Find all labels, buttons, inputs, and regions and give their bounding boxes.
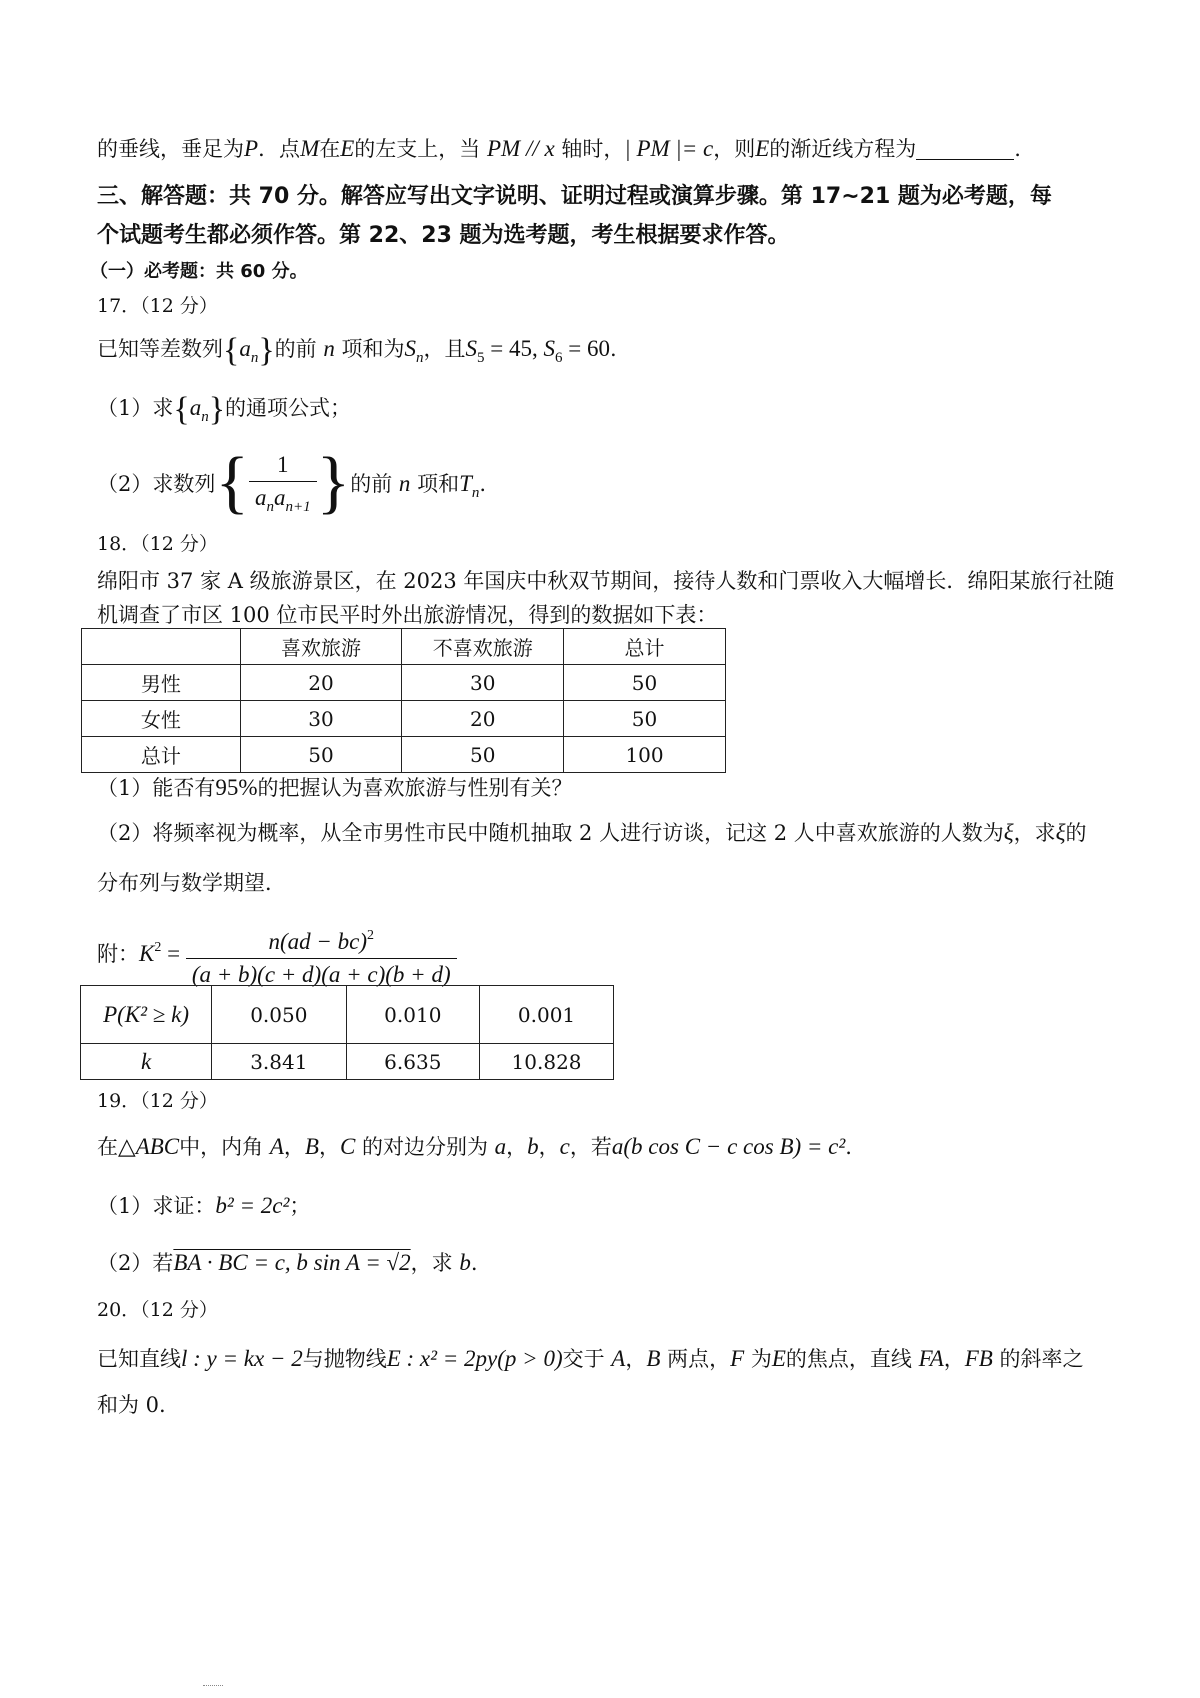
section-heading-line2: 个试题考生都必须作答。第 22、23 题为选考题，考生根据要求作答。 <box>97 223 790 248</box>
table-cell: 50 <box>564 701 726 737</box>
var-P: P <box>244 136 259 161</box>
var-c: c <box>559 1134 570 1159</box>
table-cell: 3.841 <box>212 1044 346 1080</box>
formula-fraction <box>186 922 457 989</box>
q17-part1 <box>97 392 351 433</box>
chi-square-formula <box>97 918 457 987</box>
seq-an: $\{a_n\}$ <box>223 332 275 369</box>
q19-part1 <box>97 1190 310 1222</box>
text: 的把握认为喜欢旅游与性别有关？ <box>257 776 573 800</box>
text: 的对边分别为 <box>361 1135 488 1159</box>
q19-header: 19．（12 分） <box>97 1090 218 1112</box>
q19-part2 <box>97 1247 478 1279</box>
table-head-cell: P(K² ≥ k) <box>81 986 212 1044</box>
q20-header: 20．（12 分） <box>97 1299 218 1321</box>
section-heading-line1: 三、解答题：共 70 分。解答应写出文字说明、证明过程或演算步骤。第 17~21 题为必考题，每 <box>97 184 1052 209</box>
text: ，若 <box>569 1135 612 1159</box>
q20-stem-line1: 已知直线l : y = kx − 2与抛物线E : x² = 2py(p > 0)交于 A，B 两点，F 为E的焦点，直线 FA，FB 的斜率之 <box>97 1346 1084 1371</box>
text: ，求 <box>410 1251 453 1275</box>
text: 已知直线 <box>97 1347 181 1371</box>
q19-part1-formula: b² = 2c² <box>215 1193 290 1218</box>
text: 与抛物线 <box>302 1347 387 1371</box>
text: 的渐近线方程为 <box>769 137 917 161</box>
percent-value: 95% <box>215 775 258 800</box>
critical-value-table <box>80 985 614 1080</box>
q18-part1 <box>97 772 573 804</box>
part-heading: （一）必考题：共 60 分。 <box>90 261 308 282</box>
table-row <box>81 986 614 1044</box>
table-cell: 30 <box>402 665 564 701</box>
table-cell: 20 <box>240 665 402 701</box>
q17-condition: $S_5 = 45$, $S_6 = 60$ <box>465 336 610 366</box>
q17-part2 <box>97 444 487 521</box>
text: . <box>610 337 617 361</box>
var-b: b <box>459 1250 471 1275</box>
var-C: C <box>339 1134 356 1159</box>
text: 的前 <box>274 337 317 361</box>
table-cell: 男性 <box>82 665 241 701</box>
var-F: F <box>730 1346 745 1371</box>
var-xi: ξ <box>1055 820 1066 845</box>
line-equation: l : y = kx − 2 <box>181 1346 303 1371</box>
seq-reciprocal: { $\frac{1}{a_na_{n+1}}$ } <box>215 444 351 521</box>
table-cell: 50 <box>240 737 402 773</box>
var-A: A <box>611 1346 626 1371</box>
table-cell: 总计 <box>82 737 241 773</box>
text: 的前 <box>350 472 393 496</box>
var-FA: FA <box>918 1346 944 1371</box>
table-header-cell <box>82 629 241 665</box>
previous-question-tail <box>97 133 1021 165</box>
table-cell: 20 <box>402 701 564 737</box>
text: 交于 <box>562 1347 605 1371</box>
table-cell: 50 <box>564 665 726 701</box>
text: n(ad − bc) <box>268 929 367 954</box>
table-cell: 10.828 <box>480 1044 614 1080</box>
var-A: A <box>269 1134 284 1159</box>
table-cell: 30 <box>240 701 402 737</box>
q18-part2-line1 <box>97 817 1087 849</box>
table-cell: 0.010 <box>346 986 479 1044</box>
text: ．点 <box>258 137 301 161</box>
q18-stem-line2: 机调查了市区 100 位市民平时外出旅游情况，得到的数据如下表： <box>97 603 718 627</box>
text: （2）若 <box>97 1251 174 1275</box>
q20-stem-line2: 和为 0. <box>97 1393 166 1417</box>
text: 的通项公式； <box>225 396 352 420</box>
table-header-cell: 不喜欢旅游 <box>402 629 564 665</box>
text: 两点， <box>667 1347 731 1371</box>
parabola-equation: E : x² = 2py(p > 0) <box>386 1346 563 1371</box>
table-header-cell: 总计 <box>564 629 726 665</box>
table-row <box>82 737 726 773</box>
text: （2）将频率视为概率，从全市男性市民中随机抽取 2 人进行访谈，记这 2 人中喜欢旅游的人数为 <box>97 821 1004 845</box>
text: （1）求证： <box>97 1194 216 1218</box>
table-head-cell: k <box>81 1044 212 1080</box>
text: 的 <box>1065 821 1087 845</box>
q18-header: 18．（12 分） <box>97 533 218 555</box>
q17-stem <box>97 333 617 374</box>
table-cell: 6.635 <box>346 1044 479 1080</box>
table-cell: 0.050 <box>212 986 346 1044</box>
q19-condition: a(b cos C − c cos B) = c² <box>611 1134 846 1159</box>
text: （2）求数列 <box>97 472 216 496</box>
formula-numerator: n(ad − bc)$^2$ <box>268 928 374 954</box>
K-squared: $K^2$ = <box>139 940 186 966</box>
var-B: B <box>646 1346 661 1371</box>
text: 中，内角 <box>179 1135 264 1159</box>
text: ，则 <box>713 137 756 161</box>
text: （1）求 <box>97 396 174 420</box>
text: 的斜率之 <box>999 1347 1084 1371</box>
var-a: a <box>494 1134 507 1159</box>
pm-parallel-formula: PM // x <box>486 136 555 161</box>
text: 附： <box>97 942 139 966</box>
text: 在 <box>97 1135 118 1159</box>
var-Tn: $T_n$ <box>459 471 480 501</box>
table-row <box>81 1044 614 1080</box>
text: 项和 <box>417 472 460 496</box>
q17-header: 17．（12 分） <box>97 295 218 317</box>
text: 轴时， <box>561 137 625 161</box>
text: . <box>1014 137 1021 161</box>
text: . <box>479 472 487 496</box>
survey-table <box>81 628 726 773</box>
var-FB: FB <box>964 1346 993 1371</box>
text: ，且 <box>423 337 466 361</box>
table-cell: 50 <box>402 737 564 773</box>
table-cell: 女性 <box>82 701 241 737</box>
text: . <box>470 1251 478 1275</box>
table-row <box>82 701 726 737</box>
var-M: M <box>300 136 320 161</box>
text: 在 <box>319 137 341 161</box>
text: 的焦点，直线 <box>785 1347 912 1371</box>
text: 为 <box>750 1347 772 1371</box>
q19-stem: 在△ABC中，内角 A，B，C 的对边分别为 a，b，c，若a(b cos C − c cos B) = c². <box>97 1134 852 1159</box>
q18-part2-line2: 分布列与数学期望． <box>97 871 286 895</box>
answer-blank[interactable] <box>916 137 1014 160</box>
pm-abs-formula: | PM |= c <box>624 136 714 161</box>
text: 的左支上，当 <box>354 137 481 161</box>
table-header-cell: 喜欢旅游 <box>240 629 402 665</box>
var-n: n <box>398 471 411 496</box>
text: ，求 <box>1013 821 1056 845</box>
var-n: n <box>323 336 335 361</box>
table-header-row <box>82 629 726 665</box>
var-E: E <box>755 136 770 161</box>
text: 已知等差数列 <box>97 337 223 361</box>
text: . <box>845 1135 852 1159</box>
text: 项和为 <box>341 337 405 361</box>
q18-stem-line1: 绵阳市 37 家 A 级旅游景区，在 2023 年国庆中秋双节期间，接待人数和门票收入大幅增长．绵阳某旅行社随 <box>97 569 1115 593</box>
text: （1）能否有 <box>97 776 216 800</box>
table-cell: 0.001 <box>480 986 614 1044</box>
footer-dots <box>203 1685 223 1686</box>
var-Sn: $S_n$ <box>404 336 424 366</box>
var-B: B <box>304 1134 319 1159</box>
text: 的垂线，垂足为 <box>97 137 244 161</box>
table-cell: 100 <box>564 737 726 773</box>
var-E: E <box>771 1346 786 1371</box>
q19-part2-formula: BA · BC = c, b sin A = √2 <box>173 1250 411 1275</box>
var-E: E <box>340 136 355 161</box>
var-b: b <box>527 1134 539 1159</box>
triangle-ABC: △ABC <box>118 1134 180 1159</box>
formula-denominator: (a + b)(c + d)(a + c)(b + d) <box>186 958 457 989</box>
text: ； <box>289 1194 311 1218</box>
seq-an: $\{a_n\}$ <box>173 391 226 428</box>
var-xi: ξ <box>1003 820 1014 845</box>
table-row <box>82 665 726 701</box>
